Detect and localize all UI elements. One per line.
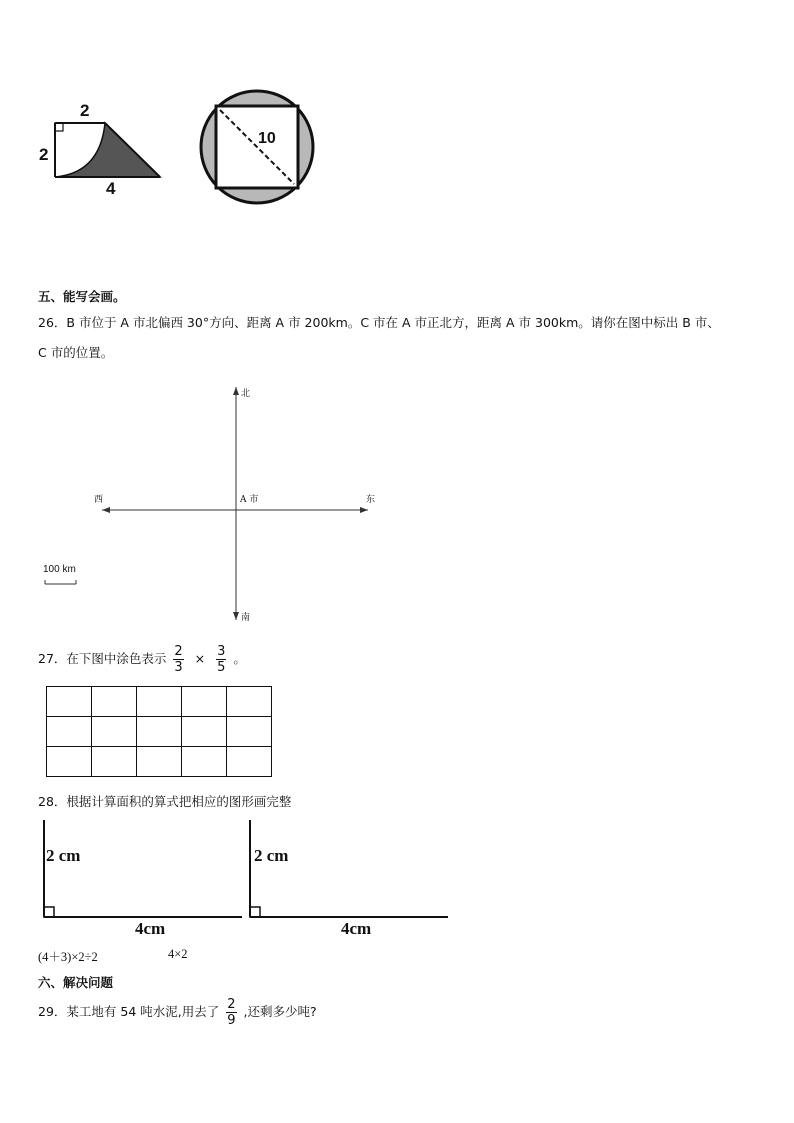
q28-left-formula: (4＋3)×2÷2 — [38, 950, 98, 964]
grid-cell[interactable] — [92, 717, 137, 747]
question-29-suffix: ,还剩多少吨? — [243, 1004, 317, 1019]
q28-right-lines — [244, 818, 454, 928]
circle-with-square-diagram — [198, 88, 318, 208]
q28-left-lines — [38, 818, 248, 928]
left-figure-side-label: 2 — [39, 145, 49, 164]
compass-origin-label: A 市 — [240, 495, 259, 505]
grid-cell[interactable] — [227, 717, 272, 747]
fraction-two-thirds — [173, 644, 183, 675]
fraction-29-numerator: 2 — [227, 997, 236, 1012]
q28-right-base-label: 4cm — [341, 919, 372, 938]
question-27-prefix: 27．在下图中涂色表示 — [38, 651, 167, 666]
grid-cell[interactable] — [137, 717, 182, 747]
q28-left-base-label: 4cm — [135, 919, 166, 938]
fraction-1-numerator: 2 — [174, 644, 183, 659]
grid-cell[interactable] — [92, 747, 137, 777]
top-left-figure — [30, 95, 170, 200]
grid-cell[interactable] — [137, 687, 182, 717]
grid-cell[interactable] — [137, 747, 182, 777]
question-26-line1: 26．B 市位于 A 市北偏西 30°方向、距离 A 市 200km。C 市在 A 市正北方，距离 A 市 300km。请你在图中标出 B 市、 — [38, 315, 720, 330]
q28-right-formula: 4×2 — [168, 947, 188, 961]
section-six-title: 六、解决问题 — [38, 975, 114, 990]
grid-cell[interactable] — [227, 687, 272, 717]
grid-row — [47, 747, 272, 777]
compass-south-label: 南 — [241, 613, 251, 623]
compass-east-label: 东 — [366, 495, 376, 505]
top-right-figure — [198, 88, 318, 208]
left-figure-bottom-label: 4 — [106, 179, 116, 198]
grid-cell[interactable] — [92, 687, 137, 717]
fraction-2-numerator: 3 — [217, 644, 226, 659]
grid-cell[interactable] — [47, 717, 92, 747]
shading-grid — [46, 686, 272, 777]
grid-row — [47, 717, 272, 747]
compass-west-label: 西 — [94, 495, 104, 505]
grid-cell[interactable] — [47, 687, 92, 717]
question-27-suffix: 。 — [233, 651, 246, 666]
scale-label: 100 km — [43, 564, 76, 575]
compass-diagram — [40, 380, 400, 630]
compass-axes — [40, 380, 400, 630]
q28-right-side-label: 2 cm — [254, 846, 289, 865]
right-figure-diagonal-label: 10 — [258, 130, 276, 147]
grid-cell[interactable] — [182, 747, 227, 777]
question-29-prefix: 29．某工地有 54 吨水泥,用去了 — [38, 1004, 220, 1019]
q28-left-figure — [38, 818, 248, 938]
fraction-three-fifths — [216, 644, 226, 675]
question-27 — [38, 644, 246, 675]
fraction-2-denominator: 5 — [217, 660, 226, 675]
q28-left-side-label: 2 cm — [46, 846, 81, 865]
times-symbol: × — [194, 651, 206, 666]
question-28: 28．根据计算面积的算式把相应的图形画完整 — [38, 794, 292, 809]
grid-cell[interactable] — [227, 747, 272, 777]
square-with-triangle-diagram — [30, 95, 170, 200]
q28-right-figure — [244, 818, 454, 938]
question-26-line2: C 市的位置。 — [38, 345, 114, 360]
grid-cell[interactable] — [47, 747, 92, 777]
section-five-title: 五、能写会画。 — [38, 289, 126, 304]
grid-cell[interactable] — [182, 687, 227, 717]
left-figure-top-label: 2 — [80, 101, 90, 120]
grid-cell[interactable] — [182, 717, 227, 747]
question-29 — [38, 996, 317, 1028]
compass-north-label: 北 — [241, 389, 251, 399]
fraction-two-ninths — [226, 997, 236, 1028]
grid-row — [47, 687, 272, 717]
grid-table — [46, 686, 272, 777]
fraction-1-denominator: 3 — [174, 660, 183, 675]
fraction-29-denominator: 9 — [227, 1013, 236, 1028]
